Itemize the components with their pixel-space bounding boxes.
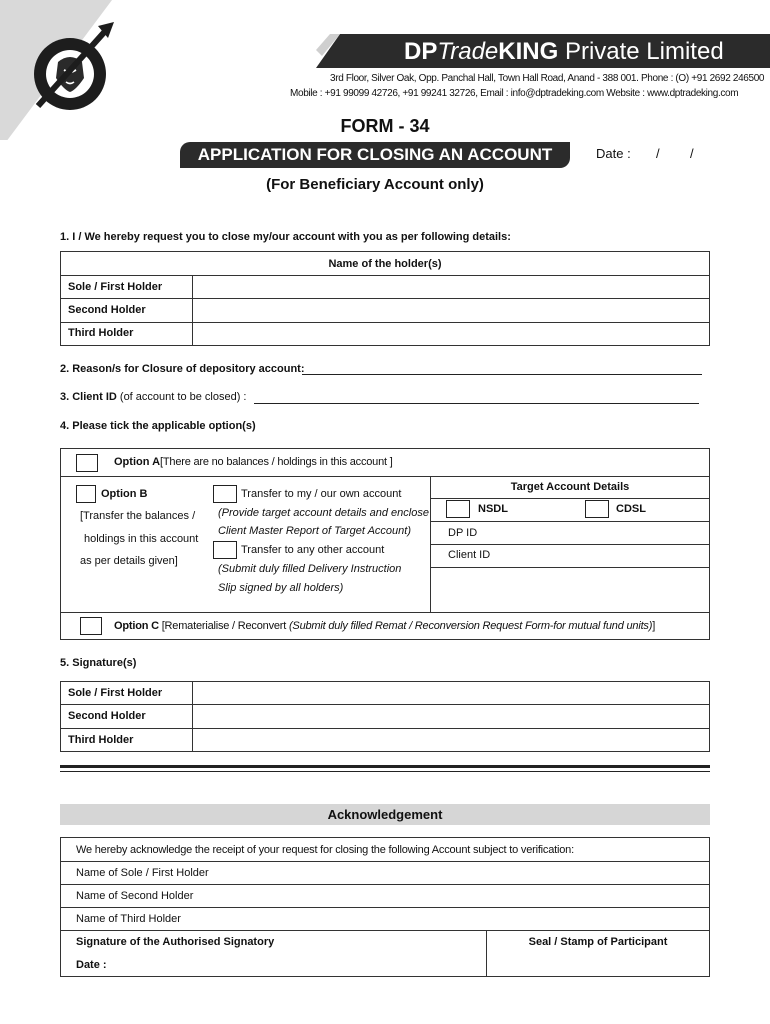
second-holder-name-field[interactable] <box>194 299 708 321</box>
first-holder-signature-field[interactable] <box>194 682 708 703</box>
ack-seal-label: Seal / Stamp of Participant <box>528 936 668 948</box>
option-a-checkbox[interactable] <box>76 454 98 472</box>
date-label: Date : <box>596 146 631 161</box>
option-c-row <box>114 620 655 632</box>
transfer-other-checkbox[interactable] <box>213 541 237 559</box>
ack-row-label: Name of Second Holder <box>76 890 194 902</box>
section5-heading: 5. Signature(s) <box>60 657 137 669</box>
target-account-header: Target Account Details <box>510 481 630 493</box>
ack-row-label: Name of Sole / First Holder <box>76 867 209 879</box>
transfer-own-note: Client Master Report of Target Account) <box>218 525 411 537</box>
transfer-own-checkbox[interactable] <box>213 485 237 503</box>
dp-id-label: DP ID <box>448 527 478 539</box>
section1-heading: 1. I / We hereby request you to close my/our account with you as per following details: <box>60 231 511 243</box>
company-name-king: KING <box>498 38 559 65</box>
section4-heading: 4. Please tick the applicable option(s) <box>60 420 256 432</box>
client-id-label-bold: 3. Client ID <box>60 391 117 403</box>
company-name <box>404 36 724 68</box>
option-c-note: (Submit duly filled Remat / Reconversion Request Form-for mutual fund units) <box>288 620 653 632</box>
form-title: APPLICATION FOR CLOSING AN ACCOUNT <box>180 142 570 168</box>
option-a-label: Option A <box>114 456 161 468</box>
company-address: 3rd Floor, Silver Oak, Opp. Panchal Hall, Town Hall Road, Anand - 388 001. Phone : (O) +91 2692 246500 <box>330 73 765 84</box>
option-b-desc: holdings in this account <box>84 533 199 545</box>
option-c-text: [Rematerialise / Reconvert <box>161 620 287 632</box>
option-b-checkbox[interactable] <box>76 485 96 503</box>
closure-reason-field[interactable] <box>302 374 702 375</box>
ack-date-label: Date : <box>76 959 107 971</box>
closure-reason-label: 2. Reason/s for Closure of depository account: <box>60 363 305 375</box>
option-a-row <box>114 456 393 468</box>
cdsl-checkbox[interactable] <box>585 500 609 518</box>
form-subtitle: (For Beneficiary Account only) <box>266 176 484 193</box>
signature-row-label: Second Holder <box>68 710 146 722</box>
signature-row-label: Third Holder <box>68 734 134 746</box>
transfer-other-note: Slip signed by all holders) <box>218 582 344 594</box>
option-c-label: Option C <box>114 620 159 632</box>
second-holder-signature-field[interactable] <box>194 705 708 727</box>
option-b-desc: as per details given] <box>80 555 178 567</box>
client-id-field[interactable] <box>254 403 699 404</box>
date-separator-1: / <box>656 146 660 161</box>
dp-id-field[interactable] <box>500 522 708 543</box>
transfer-own-note: (Provide target account details and enclose <box>218 507 429 519</box>
option-a-text: [There are no balances / holdings in this account ] <box>160 456 393 468</box>
first-holder-name-field[interactable] <box>194 276 708 297</box>
company-contact: Mobile : +91 99099 42726, +91 99241 32726, Email : info@dptradeking.com Website : www.dptradeking.com <box>290 88 739 99</box>
ack-signatory-label: Signature of the Authorised Signatory <box>76 936 275 948</box>
transfer-other-label: Transfer to any other account <box>241 544 385 556</box>
option-b-desc: [Transfer the balances / <box>80 510 196 522</box>
company-name-dp: DP <box>404 38 438 65</box>
form-number: FORM - 34 <box>340 116 430 136</box>
option-c-close: ] <box>652 620 656 632</box>
ack-title: Acknowledgement <box>60 804 710 825</box>
target-client-id-field[interactable] <box>500 545 708 566</box>
transfer-other-note: (Submit duly filled Delivery Instruction <box>218 563 402 575</box>
ack-row-label: Name of Third Holder <box>76 913 181 925</box>
section-divider-thin <box>60 771 710 772</box>
nsdl-checkbox[interactable] <box>446 500 470 518</box>
client-id-label-rest: (of account to be closed) : <box>119 391 247 403</box>
company-name-rest: Private Limited <box>564 38 724 65</box>
ack-statement: We hereby acknowledge the receipt of your request for closing the following Account subject to verification: <box>76 844 574 856</box>
holder-row-label: Second Holder <box>68 304 146 316</box>
cdsl-label: CDSL <box>616 503 646 515</box>
client-id-label <box>60 391 246 403</box>
lion-logo-icon <box>28 22 118 118</box>
company-name-trade: Trade <box>437 38 499 65</box>
holders-table-header: Name of the holder(s) <box>328 258 442 270</box>
nsdl-label: NSDL <box>478 503 508 515</box>
section-divider <box>60 765 710 768</box>
option-c-checkbox[interactable] <box>80 617 102 635</box>
holder-row-label: Third Holder <box>68 327 134 339</box>
holder-row-label: Sole / First Holder <box>68 281 163 293</box>
target-client-id-label: Client ID <box>448 549 491 561</box>
date-separator-2: / <box>690 146 694 161</box>
option-b-label: Option B <box>101 488 148 500</box>
signature-row-label: Sole / First Holder <box>68 687 163 699</box>
third-holder-signature-field[interactable] <box>194 729 708 751</box>
transfer-own-label: Transfer to my / our own account <box>241 488 402 500</box>
third-holder-name-field[interactable] <box>194 323 708 345</box>
